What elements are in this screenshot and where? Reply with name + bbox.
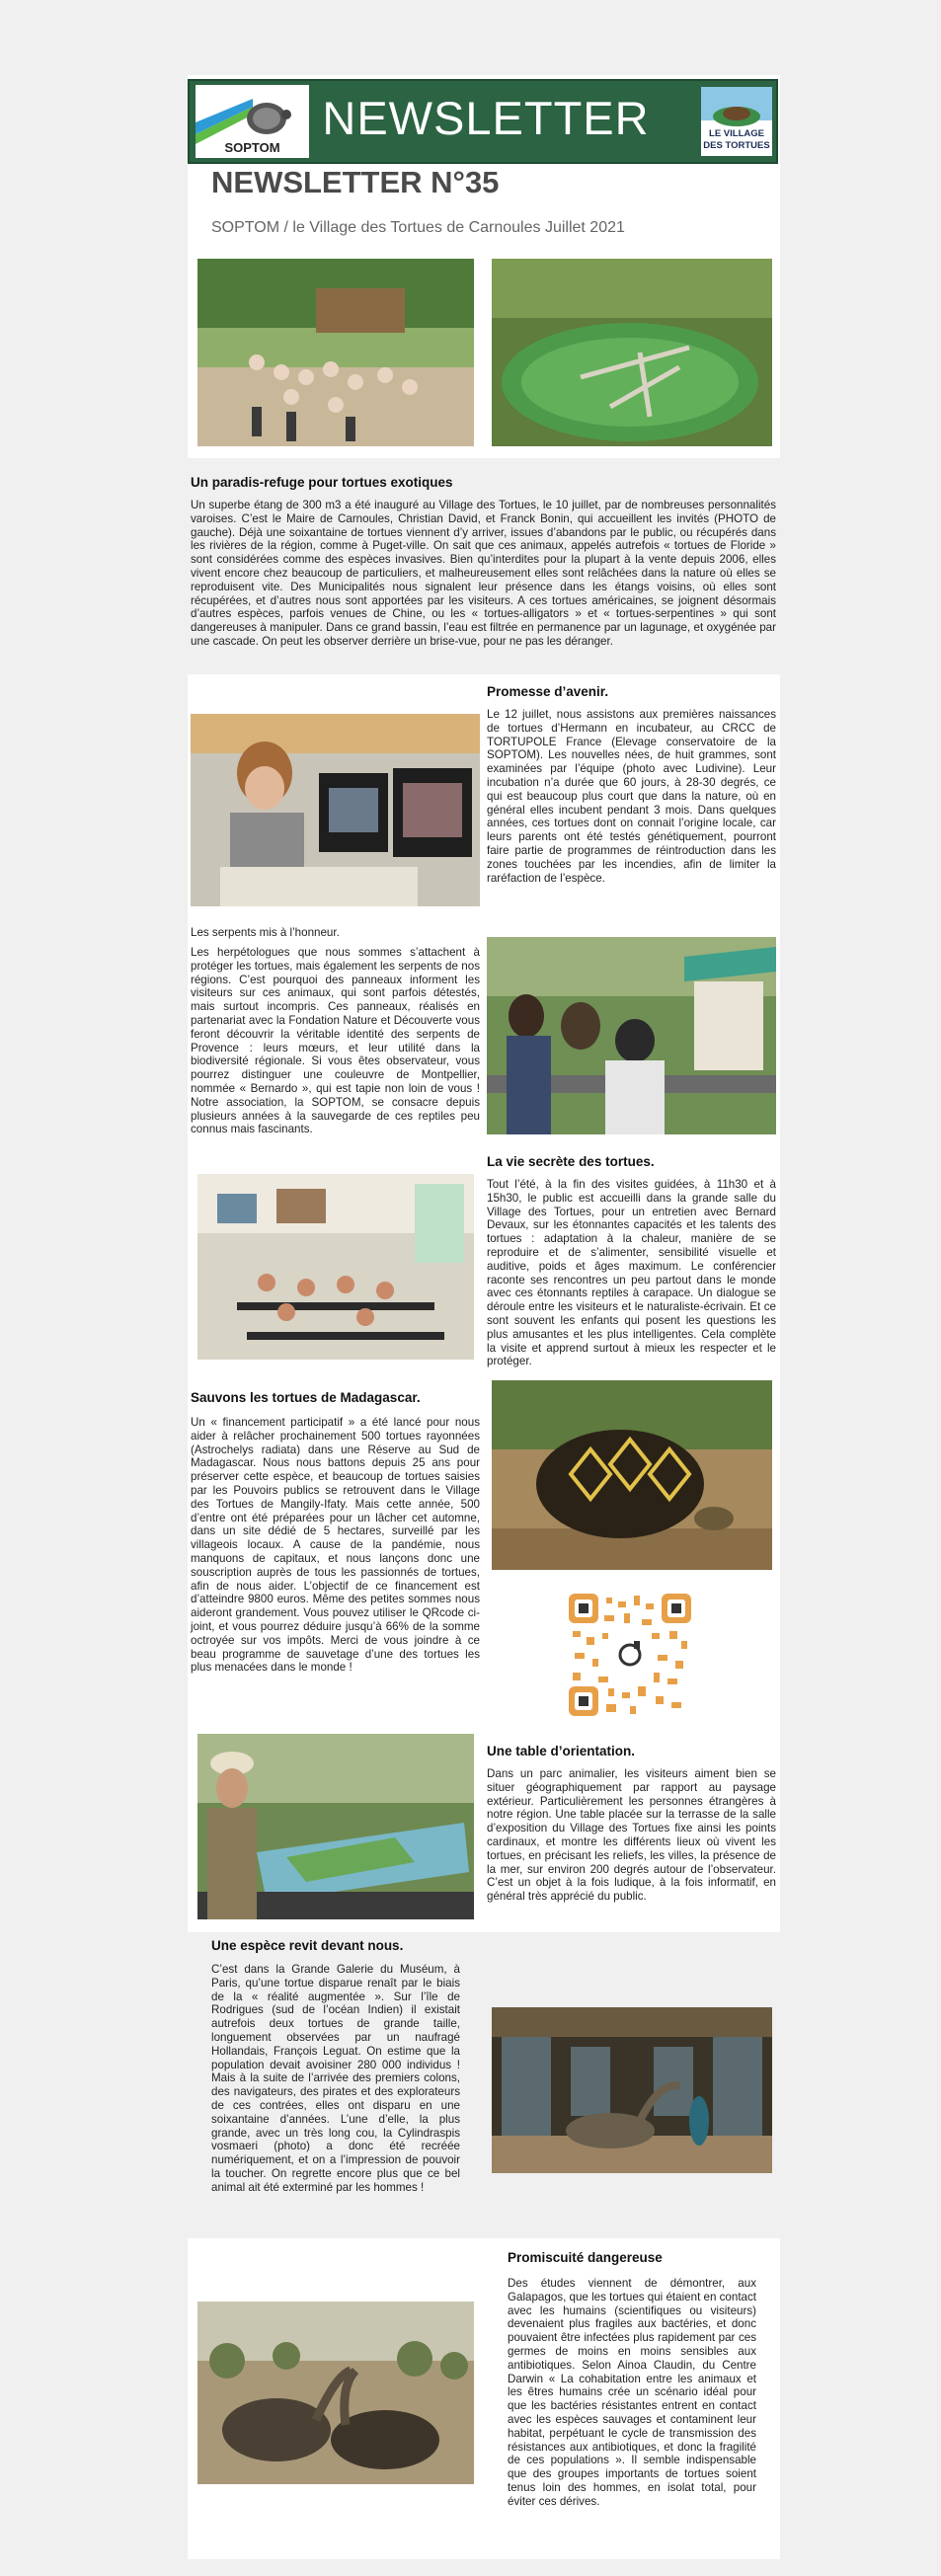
- newsletter-banner: [188, 79, 778, 164]
- madagascar-body: Un « financement participatif » a été lancé pour nous aider à relâcher prochainement 500 tortues rayonnées (Astrochelys radiata) dans une Réserve au Sud de Madagascar. Nous nous battons depuis 25 ans pour préserver cette espèce, et beaucoup de tortues saisies par les Pouvoirs publics se retrouvent dans le Village des Tortues de Mangily-Ifaty. Mais cette année, 500 d’entre ont été préparées pour un lâcher cet automne, dans un site dédié de 5 hectares, surveillé par les villageois locaux. A cause de la pandémie, nous manquons de capitaux, et nous lançons donc une souscription auprès de tous les passionnés de tortues, afin de nous aider. L’objectif de ce financement est d’atteindre 9800 euros. Même des petites sommes nous aideront grandement. Vous pouvez utiliser le QRcode ci-joint, et vous pourrez déduire jusqu’à 66% de la somme octroyée sur vos impôts. Merci de vous joindre à ce beau programme de sauvetage d’une des tortues les plus menacées dans le monde !: [191, 1416, 480, 1675]
- promiscuite-body: Des études viennent de démontrer, aux Galapagos, que les tortues qui étaient en contact avec les humains (scientifiques ou visiteurs) devenaient plus fragiles aux bactéries, et donc pouvaient être infectées plus rapidement par ces germes de moins en moins sensibles aux antibiotiques. Selon Ainoa Claudin, du Centre Darwin « La cohabitation entre les animaux et les êtres humains crée un scénario idéal pour que les bactéries résistantes entrent en contact avec les espèces sauvages et contaminent leur habitat, perpétuant le cycle de transmission des résistances aux antibiotiques, et donc la fragilité de ces populations ». Il semble indispensable que des groupes importants de tortues soient tenus loin des hommes, en isolat total, pour éviter ces dérives.: [508, 2277, 757, 2508]
- paradis-body: Un superbe étang de 300 m3 a été inauguré au Village des Tortues, le 10 juillet, par de nombreuses personnalités varoises. C’est le Maire de Carnoules, Christian David, et Franck Bonin, qui accueillent les invités (PHOTO de gauche). Déjà une soixantaine de tortues viennent d’y arriver, issues d’abandons par le public, ou récupérés dans les rivières de la région, comme à Puget-ville. On sait que ces animaux, appelés autrefois « tortues de Floride » sont considérées comme des espèces invasives. Bien qu’interdites pour la plupart à la vente depuis 2006, elles vivent encore chez beaucoup de particuliers, et malheureusement elles sont relâchées dans la nature où elles se reproduisent vite. Des Municipalités nous signalent leur présence dans les étangs voisins, où elles sont récupérées, et d’autres nous sont apportées par les visiteurs. A ces tortues américaines, se joignent désormais d’autres espèces, parfois venues de Chine, ou les « tortues-alligators » et « tortues-serpentines » qui sont dangereuses à manipuler. Dans ce grand bassin, l’eau est filtrée en permanence par un lagunage, et oxygénée par une cascade. On peut les observer derrière un brise-vue, pour ne pas les déranger.: [191, 499, 776, 648]
- promesse-heading: Promesse d’avenir.: [487, 684, 609, 699]
- photo-galapagos-tortoises: [197, 2302, 474, 2484]
- village-logo-line2: DES TORTUES: [703, 140, 770, 151]
- madagascar-heading: Sauvons les tortues de Madagascar.: [191, 1390, 421, 1405]
- serpents-heading: Les serpents mis à l’honneur.: [191, 926, 340, 939]
- issue-title: NEWSLETTER N°35: [211, 165, 500, 199]
- espece-heading: Une espèce revit devant nous.: [211, 1938, 404, 1953]
- donation-qr-code[interactable]: [569, 1594, 691, 1716]
- photo-snake-panels: [487, 937, 776, 1134]
- photo-pond: [492, 259, 772, 446]
- banner-title: NEWSLETTER: [322, 92, 650, 144]
- serpents-body: Les herpétologues que nous sommes s’attachent à protéger les tortues, mais également les serpents de nos régions. C’est pourquoi des panneaux informent les visiteurs sur ces animaux, qui sont parfois détestés, mais surtout incompris. Ces panneaux, réalisés en partenariat avec la Fondation Nature et Découverte vous feront découvrir la véritable identité des serpents de Provence : leurs mœurs, et leur utilité dans la biodiversité régionale. Si vous êtes observateur, vous pourrez distinguer une couleuvre de Montpellier, nommée « Bernardo », qui est tapie non loin de vous ! Notre association, la SOPTOM, se consacre depuis plusieurs années à la sauvegarde de ces reptiles peu connus mais fascinants.: [191, 946, 480, 1136]
- photo-orientation-table: [197, 1734, 474, 1919]
- photo-radiated-tortoise: [492, 1380, 772, 1570]
- village-logo-line1: LE VILLAGE: [709, 128, 764, 139]
- photo-inauguration: [197, 259, 474, 446]
- soptom-logo: [196, 85, 309, 158]
- soptom-logo-text: SOPTOM: [224, 140, 280, 155]
- orientation-body: Dans un parc animalier, les visiteurs aiment bien se situer géographiquement par rapport au paysage extérieur. Particulièrement les personnes étrangères à notre région. Une table placée sur la terrasse de la salle d’exposition du Village des Tortues fixe ainsi les points cardinaux, et montre les différents lieux où vivent les tortues, en précisant les reliefs, les villes, la présence de la mer, sur environ 200 degrés autour de l’observateur. C’est un objet à la fois ludique, à la fois informatif, en général très apprécié du public.: [487, 1767, 776, 1904]
- village-logo: [701, 87, 772, 156]
- promiscuite-heading: Promiscuité dangereuse: [508, 2250, 663, 2265]
- vie-body: Tout l’été, à la fin des visites guidées, à 11h30 et à 15h30, le public est accueilli dans la grande salle du Village des Tortues, pour un entretien avec Bernard Devaux, sur les étonnantes capacités et les talents des tortues : adaptation à la chaleur, manière de se reproduire et de s’alimenter, sensibilité visuelle et auditive, poids et âges maximum. Le conférencier raconte ses rencontres un peu partout dans le monde avec ces étonnants reptiles à carapace. Un dialogue se déroule entre les visiteurs et le naturaliste-écrivain. Et ce sont souvent les enfants qui posent les questions les plus amusantes et les plus intelligentes. Cela complète la visite et apprend surtout à mieux les respecter et le protéger.: [487, 1178, 776, 1368]
- photo-museum-gallery: [492, 2007, 772, 2173]
- paradis-heading: Un paradis-refuge pour tortues exotiques: [191, 475, 453, 490]
- orientation-heading: Une table d’orientation.: [487, 1744, 636, 1758]
- espece-body: C’est dans la Grande Galerie du Muséum, à Paris, qu’une tortue disparue renaît par le biais de la « réalité augmentée ». Sur l’île de Rodrigues (sud de l’océan Indien) il existait autrefois deux tortues de grande taille, longuement observées par un naufragé Hollandais, François Leguat. On estime que la population devait avoisiner 280 000 individus ! Mais à la suite de l’arrivée des premiers colons, des navigateurs, des pirates et des explorateurs de ces contrées, elles ont disparu en une soixantaine d’années. L’une d’elle, la plus grande, avec un très long cou, la Cylindraspis vosmaeri (photo) a donc été recréée numériquement, et on a l’impression de pouvoir la toucher. On regrette encore plus que ce bel animal ait été exterminé par les hommes !: [211, 1963, 460, 2194]
- photo-conference-room: [197, 1174, 474, 1360]
- promesse-body: Le 12 juillet, nous assistons aux premières naissances de tortues d’Hermann en incubateur, au CRCC de TORTUPOLE France (Elevage conservatoire de la SOPTOM). Les nouvelles nées, de huit grammes, sont examinées par l’équipe (photo avec Ludivine). Leur incubation n’a durée que 60 jours, à 28-30 degrés, ce qui est beaucoup plus court que dans la nature, où en général elles incubent pendant 3 mois. Dans quelques années, ces tortues dont on connait l’origine locale, car leurs parents ont été testés génétiquement, pourront faire partie de programmes de réintroduction dans les zones touchées par les incendies, afin de limiter la raréfaction de l’espèce.: [487, 708, 776, 885]
- vie-heading: La vie secrète des tortues.: [487, 1154, 655, 1169]
- issue-subtitle: SOPTOM / le Village des Tortues de Carnoules Juillet 2021: [211, 219, 625, 236]
- photo-incubator: [191, 714, 480, 906]
